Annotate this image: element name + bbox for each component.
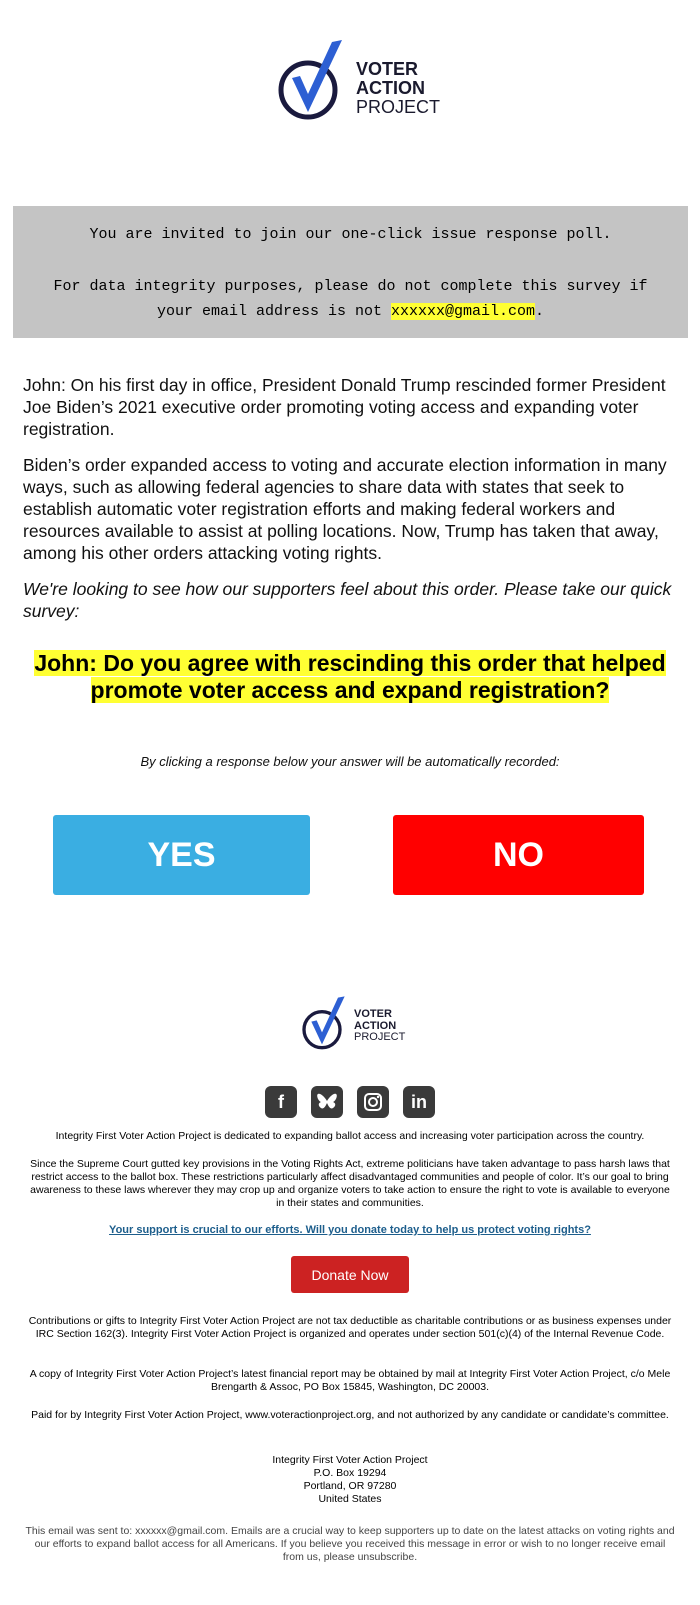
voter-action-project-logo bbox=[278, 38, 441, 128]
footer-address bbox=[25, 1454, 675, 1506]
details-paragraph: Biden’s order expanded access to voting and accurate election information in many ways, such as allowing federal agencies to share data with states that seek to establish automatic voter registration efforts and making federal workers and resources available to assist at polling locations. Now, Trump has taken that away, among his other orders attacking voting rights. bbox=[23, 455, 667, 563]
footer-paid-for: Paid for by Integrity First Voter Action Project, www.voteractionproject.org, and not authorized by any candidate or candidate’s committee. bbox=[31, 1409, 669, 1421]
banner-email: xxxxxx@gmail.com bbox=[391, 303, 536, 320]
banner-end: . bbox=[535, 303, 545, 320]
address-box: P.O. Box 19294 bbox=[313, 1467, 387, 1479]
banner-line-integrity bbox=[33, 274, 668, 324]
footer-financial-report: A copy of Integrity First Voter Action Project’s latest financial report may be obtained by mail at Integrity First Voter Action Project, c/o Mele Brengarth & Assoc, PO Box 15845, Washington, DC 20003. bbox=[29, 1368, 671, 1393]
bluesky-icon[interactable] bbox=[311, 1086, 343, 1118]
support-link[interactable]: Your support is crucial to our efforts. Will you donate today to help us protect voting rights? bbox=[109, 1224, 591, 1236]
no-button[interactable]: NO bbox=[393, 815, 644, 895]
checkmark-circle-icon bbox=[278, 38, 353, 128]
banner-line-invite: You are invited to join our one-click issue response poll. bbox=[89, 226, 612, 243]
invite-banner bbox=[13, 206, 688, 338]
donate-button[interactable]: Donate Now bbox=[291, 1256, 409, 1293]
logo-line-project: PROJECT bbox=[356, 96, 441, 117]
linkedin-icon[interactable]: in bbox=[403, 1086, 435, 1118]
response-note: By clicking a response below your answer will be automatically recorded: bbox=[140, 754, 560, 769]
social-links bbox=[0, 1086, 700, 1118]
footer-logo bbox=[302, 995, 412, 1055]
address-country: United States bbox=[318, 1493, 382, 1505]
footer-email-notice: This email was sent to: xxxxxx@gmail.com. Emails are a crucial way to keep supporters up to date on the latest attacks on voting rights and our efforts to expand ballot access for all Americans. If you believe you received this message in error or wish to no longer receive email from us, please unsubscribe. bbox=[25, 1525, 675, 1563]
yes-button[interactable]: YES bbox=[53, 815, 310, 895]
footer-mission: Integrity First Voter Action Project is dedicated to expanding ballot access and increasing voter participation across the country. bbox=[55, 1130, 645, 1142]
footer-about: Since the Supreme Court gutted key provisions in the Voting Rights Act, extreme politicians have taken advantage to pass harsh laws that restrict access to the ballot box. These restrictions particularly affect disadvantaged communities and people of color. It’s our goal to bring awareness to these laws wherever they may crop up and organize voters to take action to ensure the right to vote is available to everyone in their states and communities. bbox=[30, 1158, 670, 1209]
logo-line-action: ACTION bbox=[356, 77, 425, 98]
footer-logo-line-action: ACTION bbox=[354, 1019, 397, 1032]
address-city: Portland, OR 97280 bbox=[303, 1480, 397, 1492]
footer-logo-line-voter: VOTER bbox=[354, 1008, 392, 1020]
survey-question bbox=[20, 650, 680, 704]
footer-tax-disclaimer: Contributions or gifts to Integrity First Voter Action Project are not tax deductible as charitable contributions or as business expenses under IRC Section 162(3). Integrity First Voter Action Project is organized and operates under section 501(c)(4) of the Internal Revenue Code. bbox=[28, 1315, 672, 1340]
intro-paragraph: John: On his first day in office, President Donald Trump rescinded former President Joe Biden’s 2021 executive order promoting voting access and expanding voter registration. bbox=[23, 375, 666, 439]
banner-integrity-text: For data integrity purposes, please do not complete this survey if your email address is not bbox=[53, 278, 648, 320]
checkmark-circle-icon bbox=[302, 995, 352, 1055]
facebook-icon[interactable]: f bbox=[265, 1086, 297, 1118]
survey-question-text: John: Do you agree with rescinding this order that helped promote voter access and expand registration? bbox=[34, 650, 666, 703]
address-org: Integrity First Voter Action Project bbox=[272, 1454, 428, 1466]
logo-line-voter: VOTER bbox=[356, 59, 419, 79]
instagram-icon[interactable] bbox=[357, 1086, 389, 1118]
footer-logo-line-project: PROJECT bbox=[354, 1031, 406, 1044]
survey-intro-paragraph: We're looking to see how our supporters feel about this order. Please take our quick survey: bbox=[23, 579, 672, 621]
